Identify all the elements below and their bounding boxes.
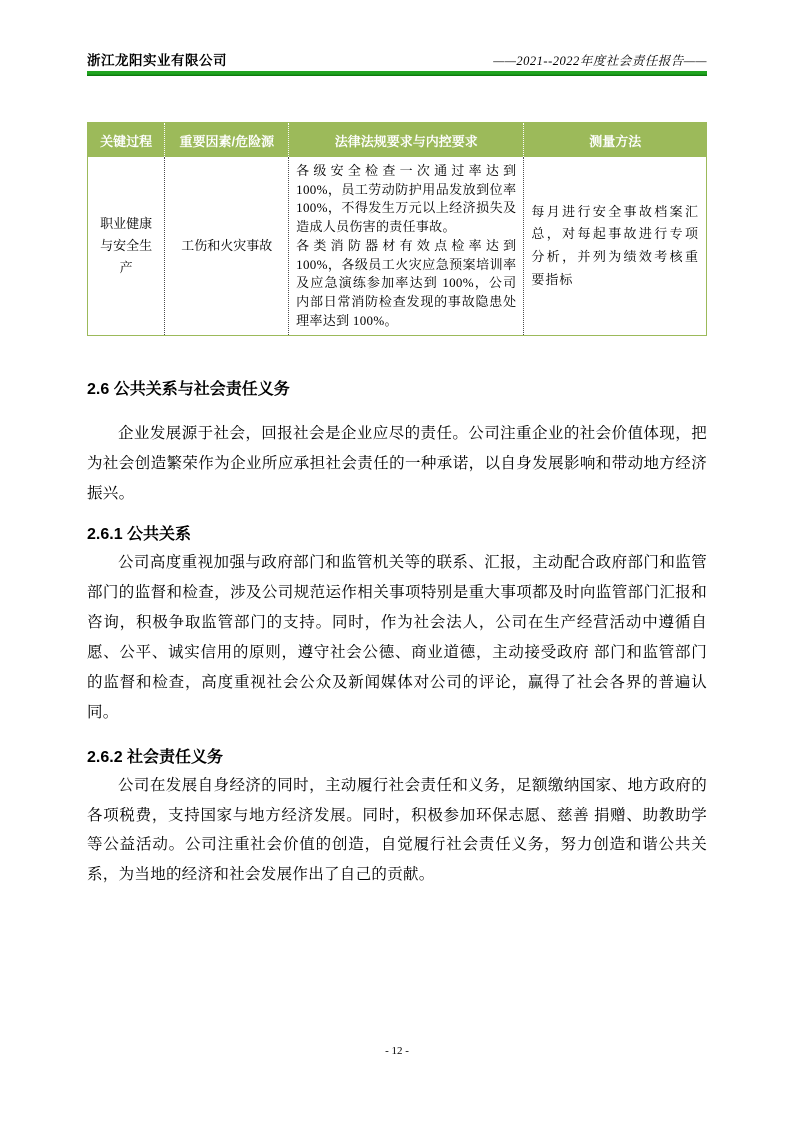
- column-header-factor: 重要因素/危险源: [165, 123, 289, 158]
- cell-measurement: 每月进行安全事故档案汇总，对每起事故进行专项分析，并列为绩效考核重要指标: [524, 157, 707, 336]
- cell-factor: 工伤和火灾事故: [165, 157, 289, 336]
- page-content: [87, 122, 707, 890]
- report-title: ——2021--2022年度社会责任报告——: [493, 54, 707, 68]
- risk-table: [87, 122, 707, 336]
- section-heading-2-6-2: 2.6.2 社会责任义务: [87, 748, 224, 766]
- section-heading-2-6: 2.6 公共关系与社会责任义务: [87, 381, 290, 399]
- page-number: - 12 -: [385, 1045, 409, 1057]
- section-paragraph-2-6-2: 公司在发展自身经济的同时，主动履行社会责任和义务，足额缴纳国家、地方政府的各项税费，支持国家与地方经济发展。同时，积极参加环保志愿、慈善 捐赠、助教助学等公益活动。公司注重社会价值的创造，自觉履行社会责任义务，努力创造和谐公共关系，为当地的经济和社会发展作出了自己的贡献。: [87, 776, 707, 884]
- table-row: [88, 157, 707, 336]
- section-paragraph-2-6-1: 公司高度重视加强与政府部门和监管机关等的联系、汇报，主动配合政府部门和监管部门的监督和检查，涉及公司规范运作相关事项特别是重大事项都及时向监管部门汇报和咨询，积极争取监管部门的支持。同时，作为社会法人，公司在生产经营活动中遵循自愿、公平、诚实信用的原则，遵守社会公德、商业道德，主动接受政府 部门和监管部门的监督和检查，高度重视社会公众及新闻媒体对公司的评论，赢得了社会各界的普遍认同。: [87, 554, 707, 721]
- cell-key-process: 职业健康与安全生产: [88, 157, 165, 336]
- column-header-requirements: 法律法规要求与内控要求: [289, 123, 524, 158]
- requirement-item: 各级安全检查一次通过率达到 100%，员工劳动防护用品发放到位率 100%，不得发生万元以上经济损失及造成人员伤害的责任事故。: [296, 163, 517, 235]
- cell-requirements: [289, 157, 524, 336]
- header-rule: [87, 71, 707, 76]
- page-header: [87, 0, 707, 69]
- table-header-row: [88, 123, 707, 158]
- section-paragraph-2-6: 企业发展源于社会，回报社会是企业应尽的责任。公司注重企业的社会价值体现，把为社会创造繁荣作为企业所应承担社会责任的一种承诺，以自身发展影响和带动地方经济振兴。: [87, 425, 707, 503]
- company-name: 浙江龙阳实业有限公司: [87, 53, 227, 68]
- section-heading-2-6-1: 2.6.1 公共关系: [87, 526, 192, 544]
- column-header-key-process: 关键过程: [88, 123, 165, 158]
- column-header-measurement: 测量方法: [524, 123, 707, 158]
- requirement-item: 各类消防器材有效点检率达到 100%，各级员工火灾应急预案培训率及应急演练参加率达到 100%，公司内部日常消防检查发现的事故隐患处理率达到 100%。: [296, 237, 517, 328]
